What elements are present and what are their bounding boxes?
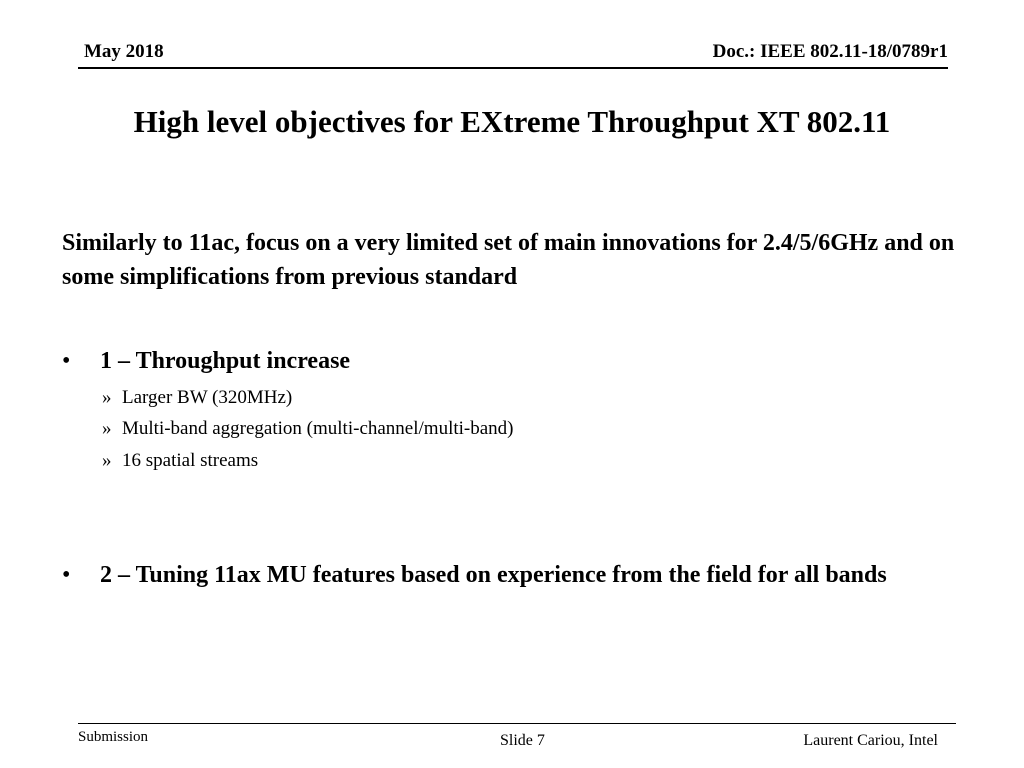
footer-author: Laurent Cariou, Intel: [803, 732, 938, 749]
sub-bullet-item: [102, 449, 258, 473]
sub-bullet-item: [102, 386, 292, 410]
intro-paragraph: Similarly to 11ac, focus on a very limited set of main innovations for 2.4/5/6GHz and on some simplifications from previous standard: [62, 230, 955, 290]
bullet-marker: •: [62, 562, 71, 588]
sub-bullet-text: Larger BW (320MHz): [122, 387, 293, 408]
header-divider: [78, 67, 948, 69]
sub-bullet-marker: »: [102, 387, 112, 408]
bullet-marker: •: [62, 348, 71, 374]
sub-bullet-text: 16 spatial streams: [122, 450, 259, 471]
sub-bullet-marker: »: [102, 450, 112, 471]
footer-submission: Submission: [78, 729, 149, 745]
footer-divider: [78, 723, 956, 724]
bullet-text: 1 – Throughput increase: [100, 348, 351, 374]
footer-slide-number: Slide 7: [500, 732, 545, 749]
bullet-item: [62, 558, 972, 592]
sub-bullet-text: Multi-band aggregation (multi-channel/multi-band): [122, 418, 514, 439]
bullet-item: [62, 344, 972, 378]
header-date: May 2018: [84, 41, 164, 62]
bullet-text: 2 – Tuning 11ax MU features based on experience from the field for all bands: [100, 562, 887, 588]
slide-title: High level objectives for EXtreme Throughput XT 802.11: [133, 104, 891, 139]
sub-bullet-marker: »: [102, 418, 112, 439]
header-doc-id: Doc.: IEEE 802.11-18/0789r1: [712, 41, 948, 62]
sub-bullet-item: [102, 417, 514, 441]
